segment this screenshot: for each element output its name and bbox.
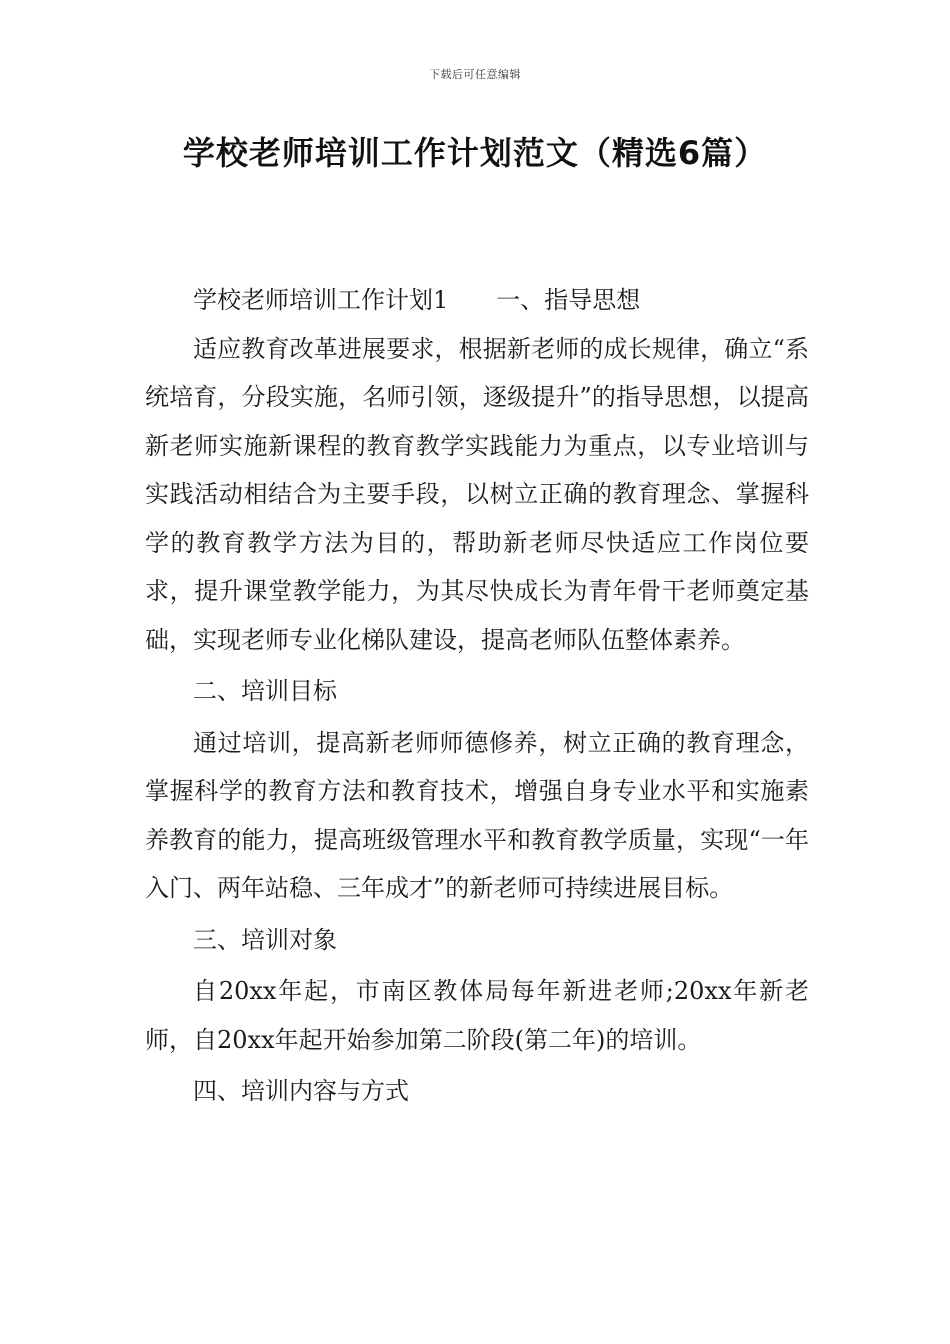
section1-heading: 一、指导思想 <box>496 286 641 314</box>
section2-paragraph: 通过培训，提高新老师师德修养，树立正确的教育理念，掌握科学的教育方法和教育技术，增强自身专业水平和实施素养教育的能力，提高班级管理水平和教育教学质量，实现“一年入门、两年站稳、三年成才”的新老师可持续进展目标。 <box>145 728 809 902</box>
section4-heading: 四、培训内容与方式 <box>193 1077 409 1105</box>
intro-heading: 学校老师培训工作计划1 <box>193 286 449 314</box>
document-title: 学校老师培训工作计划范文（精选6篇） <box>182 134 768 172</box>
header-note: 下载后可任意编辑 <box>429 68 521 81</box>
section3-paragraph: 自20xx年起，市南区教体局每年新进老师;20xx年新老师，自20xx年起开始参加第二阶段(第二年)的培训。 <box>145 977 809 1054</box>
section1-paragraph: 适应教育改革进展要求，根据新老师的成长规律，确立“系统培育，分段实施，名师引领，逐级提升”的指导思想，以提高新老师实施新课程的教育教学实践能力为重点，以专业培训与实践活动相结合为主要手段，以树立正确的教育理念、掌握科学的教育教学方法为目的，帮助新老师尽快适应工作岗位要求，提升课堂教学能力，为其尽快成长为青年骨干老师奠定基础，实现老师专业化梯队建设，提高老师队伍整体素养。 <box>145 334 809 654</box>
section2-heading: 二、培训目标 <box>193 677 337 705</box>
section3-heading: 三、培训对象 <box>193 925 337 954</box>
intro-line <box>145 276 809 325</box>
document-body <box>145 276 809 1116</box>
